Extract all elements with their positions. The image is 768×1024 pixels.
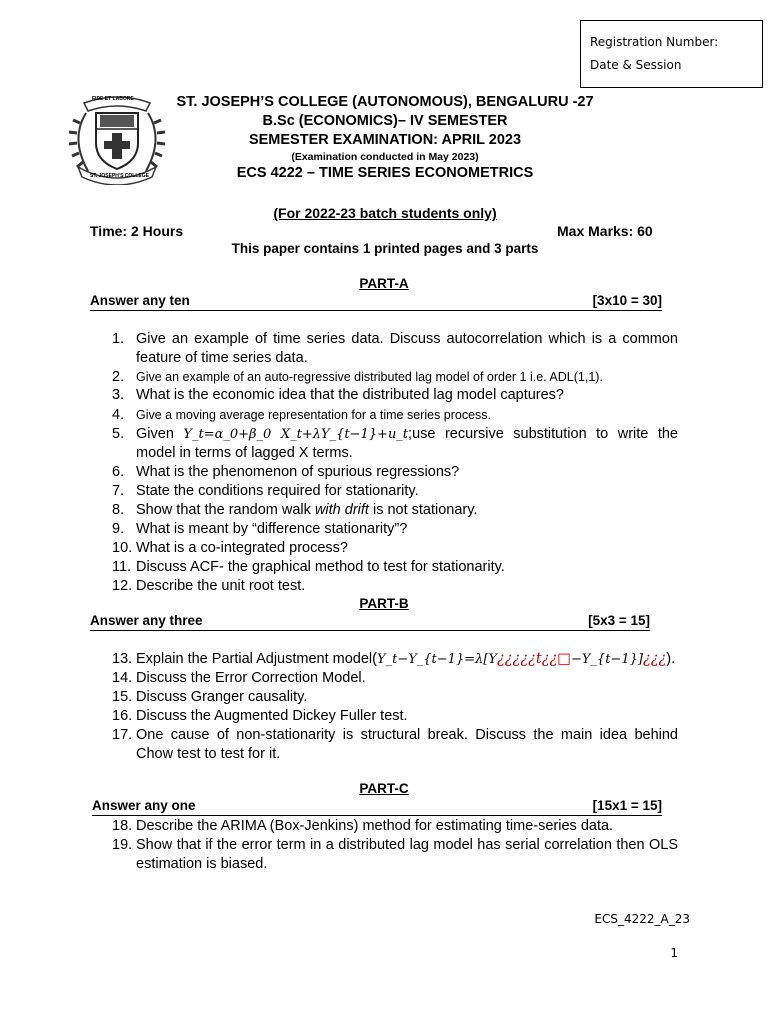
question-14: 14. Discuss the Error Correction Model. [112,670,366,686]
equation-5: Y_t=α_0+β_0 X_t+λY_{t−1}+u_t [183,427,409,442]
part-c-instruction-row [92,798,662,816]
question-16: 16. Discuss the Augmented Dickey Fuller test. [112,708,408,724]
question-9: 9. What is meant by “difference stationarity”? [112,521,408,537]
question-8: 8. Show that the random walk with drift is not stationary. [112,502,478,518]
max-marks-label: Max Marks: 60 [557,223,653,239]
question-10: 10. What is a co-integrated process? [112,540,348,556]
question-1: 1. Give an example of time series data. Discuss autocorrelation which is a common feature of time series data. [112,331,678,366]
question-18: 18. Describe the ARIMA (Box-Jenkins) method for estimating time-series data. [112,818,614,834]
registration-box [580,20,763,88]
part-b-title: PART-B [359,596,409,611]
part-a-title: PART-A [359,276,409,291]
part-b-instruction-row [90,613,650,631]
college-name: ST. JOSEPH’S COLLEGE (AUTONOMOUS), BENGALURU -27 [176,94,594,110]
question-15: 15. Discuss Granger causality. [112,689,308,705]
part-c-marks: [15x1 = 15] [592,798,662,813]
question-13: 13. Explain the Partial Adjustment model(Y_t−Y_{t−1}=λ[Y¿¿¿¿¿t¿¿□−Y_{t−1}]¿¿¿). [112,651,676,667]
question-7: 7. State the conditions required for stationarity. [112,483,419,499]
part-b-marks: [5x3 = 15] [588,613,650,628]
part-a-instruction-row [90,293,662,311]
question-11: 11. Discuss ACF- the graphical method to test for stationarity. [112,559,505,575]
part-c-title: PART-C [359,781,409,796]
question-3: 3. What is the economic idea that the distributed lag model captures? [112,387,564,403]
question-5: 5. Given Y_t=α_0+β_0 X_t+λY_{t−1}+u_t;use recursive substitution to write the model in terms of lagged X terms. [112,426,678,461]
part-a-marks: [3x10 = 30] [592,293,662,308]
question-6: 6. What is the phenomenon of spurious regressions? [112,464,460,480]
batch-note: (For 2022-23 batch students only) [273,205,497,221]
question-12: 12. Describe the unit root test. [112,578,306,594]
programme-title: B.Sc (ECONOMICS)– IV SEMESTER [262,113,508,129]
part-c-instruction: Answer any one [92,798,196,813]
course-title: ECS 4222 – TIME SERIES ECONOMETRICS [236,165,534,181]
part-a-instruction: Answer any ten [90,293,190,308]
part-b-instruction: Answer any three [90,613,203,628]
logo-college-name: ST. JOSEPH'S COLLEGE [90,173,149,179]
paper-code: ECS_4222_A_23 [594,912,690,926]
exam-title: SEMESTER EXAMINATION: APRIL 2023 [248,132,522,148]
date-session-label: Date & Session [590,58,682,72]
logo-motto: FIDE ET LABORE [92,96,134,102]
registration-number-label: Registration Number: [590,35,719,49]
question-19: 19. Show that if the error term in a distributed lag model has serial correlation then OLS estimation is biased. [112,837,678,872]
question-2: 2. Give an example of an auto-regressive distributed lag model of order 1 i.e. ADL(1,1). [112,369,603,385]
time-label: Time: 2 Hours [90,223,184,239]
pages-info: This paper contains 1 printed pages and 3 parts [231,241,539,256]
question-17: 17. One cause of non-stationarity is structural break. Discuss the main idea behind Chow test to test for it. [112,727,678,762]
exam-conducted-note: (Examination conducted in May 2023) [291,151,479,163]
page-number: 1 [670,946,678,960]
question-4: 4. Give a moving average representation for a time series process. [112,407,492,423]
